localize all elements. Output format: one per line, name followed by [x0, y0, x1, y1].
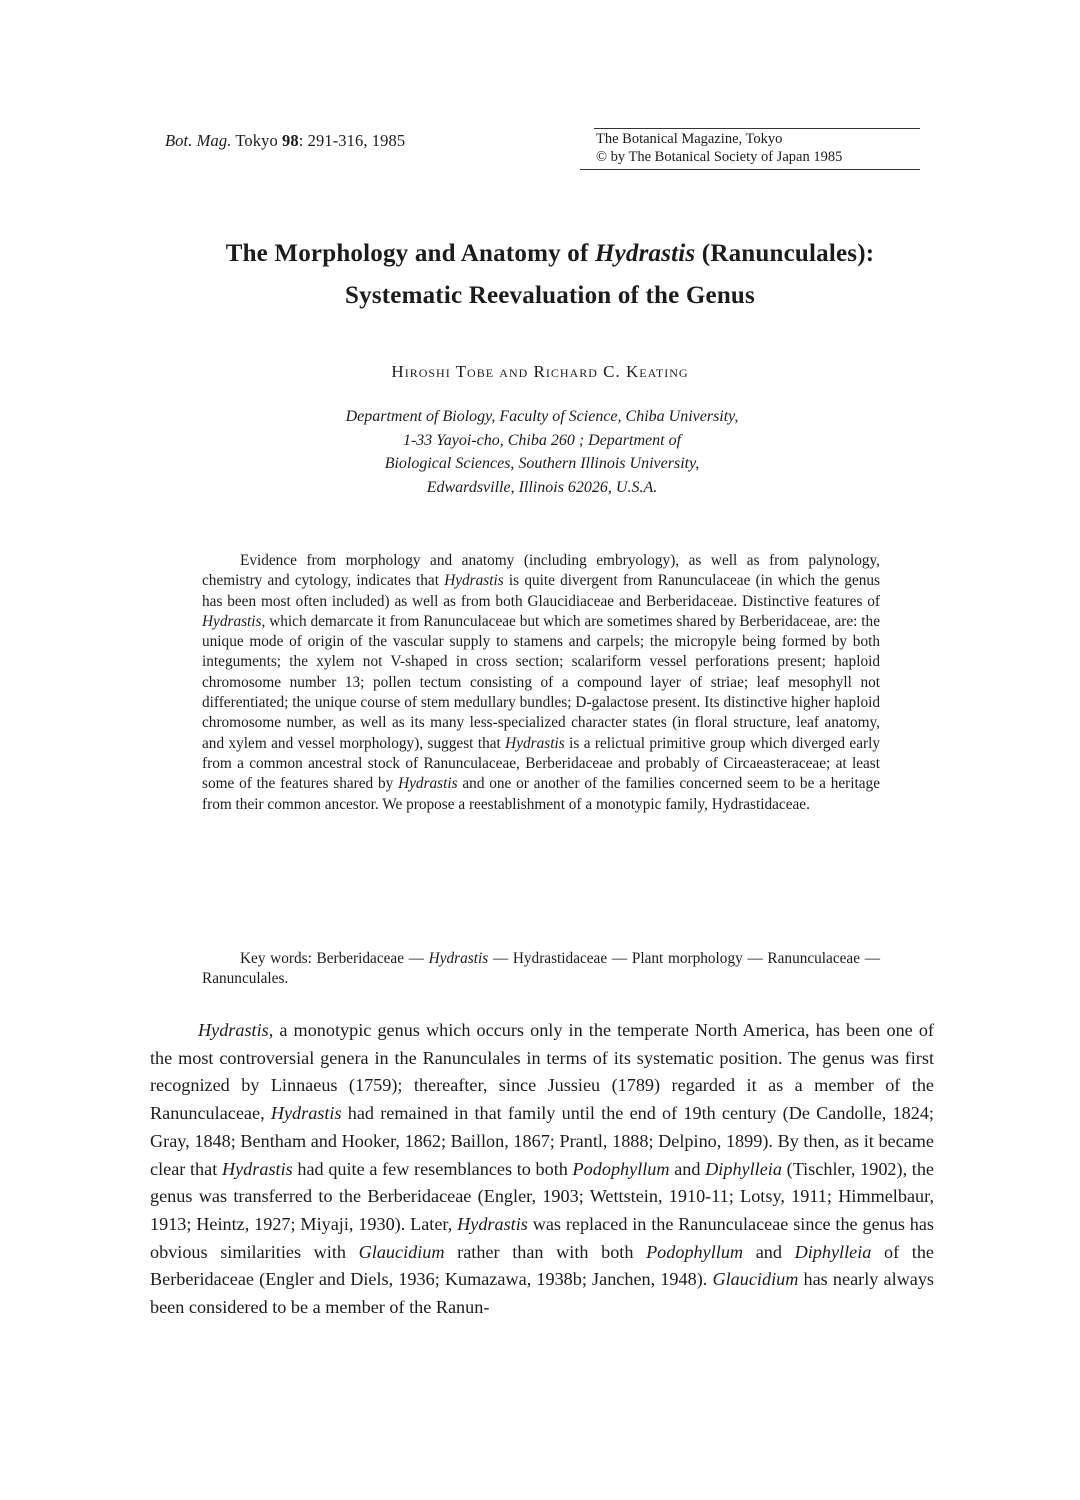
genus-name: Podophyllum [572, 1158, 670, 1179]
affiliation-line: Department of Biology, Faculty of Science, Chiba University, [345, 408, 739, 425]
genus-name: Hydrastis [444, 572, 504, 590]
genus-name: Hydrastis [270, 1103, 342, 1124]
affiliation-line: Biological Sciences, Southern Illinois University, [384, 455, 700, 472]
title-genus: Hydrastis [594, 240, 696, 267]
abstract: Evidence from morphology and anatomy (including embryology), as well as from palynology, chemistry and cytology, indicates that Hydrastis is quite divergent from Ranunculaceae (in which the genus has been most often included) as well as from both Glaucidiaceae and Berberidaceae. Distinctive features of Hydrastis, which demarcate it from Ranunculaceae but which are sometimes shared by Berberidaceae, are: the unique mode of origin of the vascular supply to stamens and carpels; the micropyle being formed by both integuments; the xylem not V-shaped in cross section; scalariform vessel perforations present; haploid chromosome number 13; pollen tectum consisting of a compound layer of striae; leaf mesophyll not differentiated; the unique course of stem medullary bundles; D-galactose present. Its distinctive higher haploid chromosome number, as well as its many less-specialized character states (in floral structure, leaf anatomy, and xylem and vessel morphology), suggest that Hydrastis is a relictual primitive group which diverged early from a common ancestral stock of Ranunculaceae, Berberidaceae and probably of Circaeasteraceae; at least some of the features shared by Hydrastis and one or another of the families concerned seem to be a heritage from their common ancestor. We propose a reestablishment of a monotypic family, Hydrastidaceae. [202, 552, 880, 813]
genus-name: Diphylleia [794, 1241, 872, 1262]
genus-name: Hydrastis [198, 1020, 269, 1040]
affiliation-line: Edwardsville, Illinois 62026, U.S.A. [426, 478, 658, 496]
citation-volume: 98 [282, 131, 299, 150]
citation-pages: : 291-316, 1985 [298, 131, 406, 150]
copyright-notice-line: © by The Botanical Society of Japan 1985 [596, 149, 843, 165]
genus-name: Hydrastis [221, 1158, 293, 1179]
genus-name: Glaucidium [358, 1241, 445, 1262]
citation-place: Tokyo [235, 131, 278, 150]
genus-name: Hydrastis [457, 1213, 528, 1234]
copyright-rule-top [594, 128, 920, 129]
copyright-rule-bottom [580, 169, 920, 170]
copyright-journal-line: The Botanical Magazine, Tokyo [596, 131, 783, 147]
genus-name: Podophyllum [646, 1241, 744, 1262]
author-2: Richard C. Keating [533, 362, 689, 381]
affiliation-block [0, 405, 1080, 499]
journal-citation [165, 131, 405, 151]
genus-name: Diphylleia [705, 1158, 782, 1179]
article-title-line-2: Systematic Reevaluation of the Genus [345, 282, 755, 309]
genus-name: Hydrastis [428, 950, 489, 967]
author-1: Hiroshi Tobe [391, 362, 495, 381]
citation-journal: Bot. Mag. [165, 131, 232, 150]
body-paragraph: Hydrastis, a monotypic genus which occurs only in the temperate North America, has been one of the most controversial genera in the Ranunculales in terms of its systematic position. The genus was first recognized by Linnaeus (1759); thereafter, since Jussieu (1789) regarded it as a member of the Ranunculaceae, Hydrastis had remained in that family until the end of 19th century (De Candolle, 1824; Gray, 1848; Bentham and Hooker, 1862; Baillon, 1867; Prantl, 1888; Delpino, 1899). By then, as it became clear that Hydrastis had quite a few resemblances to both Podophyllum and Diphylleia (Tischler, 1902), the genus was transferred to the Berberidaceae (Engler, 1903; Wettstein, 1910-11; Lotsy, 1911; Himmelbaur, 1913; Heintz, 1927; Miyaji, 1930). Later, Hydrastis was replaced in the Ranunculaceae since the genus has obvious similarities with Glaucidium rather than with both Podophyllum and Diphylleia of the Berberidaceae (Engler and Diels, 1936; Kumazawa, 1938b; Janchen, 1948). Glaucidium has nearly always been considered to be a member of the Ranun- [150, 1020, 935, 1318]
keywords: Key words: Berberidaceae — Hydrastis — Hydrastidaceae — Plant morphology — Ranunculaceae — Ranunculales. [202, 950, 880, 988]
article-title-line-1: The Morphology and Anatomy of Hydrastis (Ranunculales): [225, 240, 875, 267]
genus-name: Hydrastis [505, 734, 565, 752]
genus-name: Hydrastis [202, 612, 262, 630]
genus-name: Hydrastis [398, 775, 458, 793]
author-list [0, 362, 1080, 382]
genus-name: Glaucidium [712, 1269, 799, 1290]
author-conjunction: and [499, 362, 529, 381]
affiliation-line: 1-33 Yayoi-cho, Chiba 260 ; Department of [402, 431, 682, 449]
